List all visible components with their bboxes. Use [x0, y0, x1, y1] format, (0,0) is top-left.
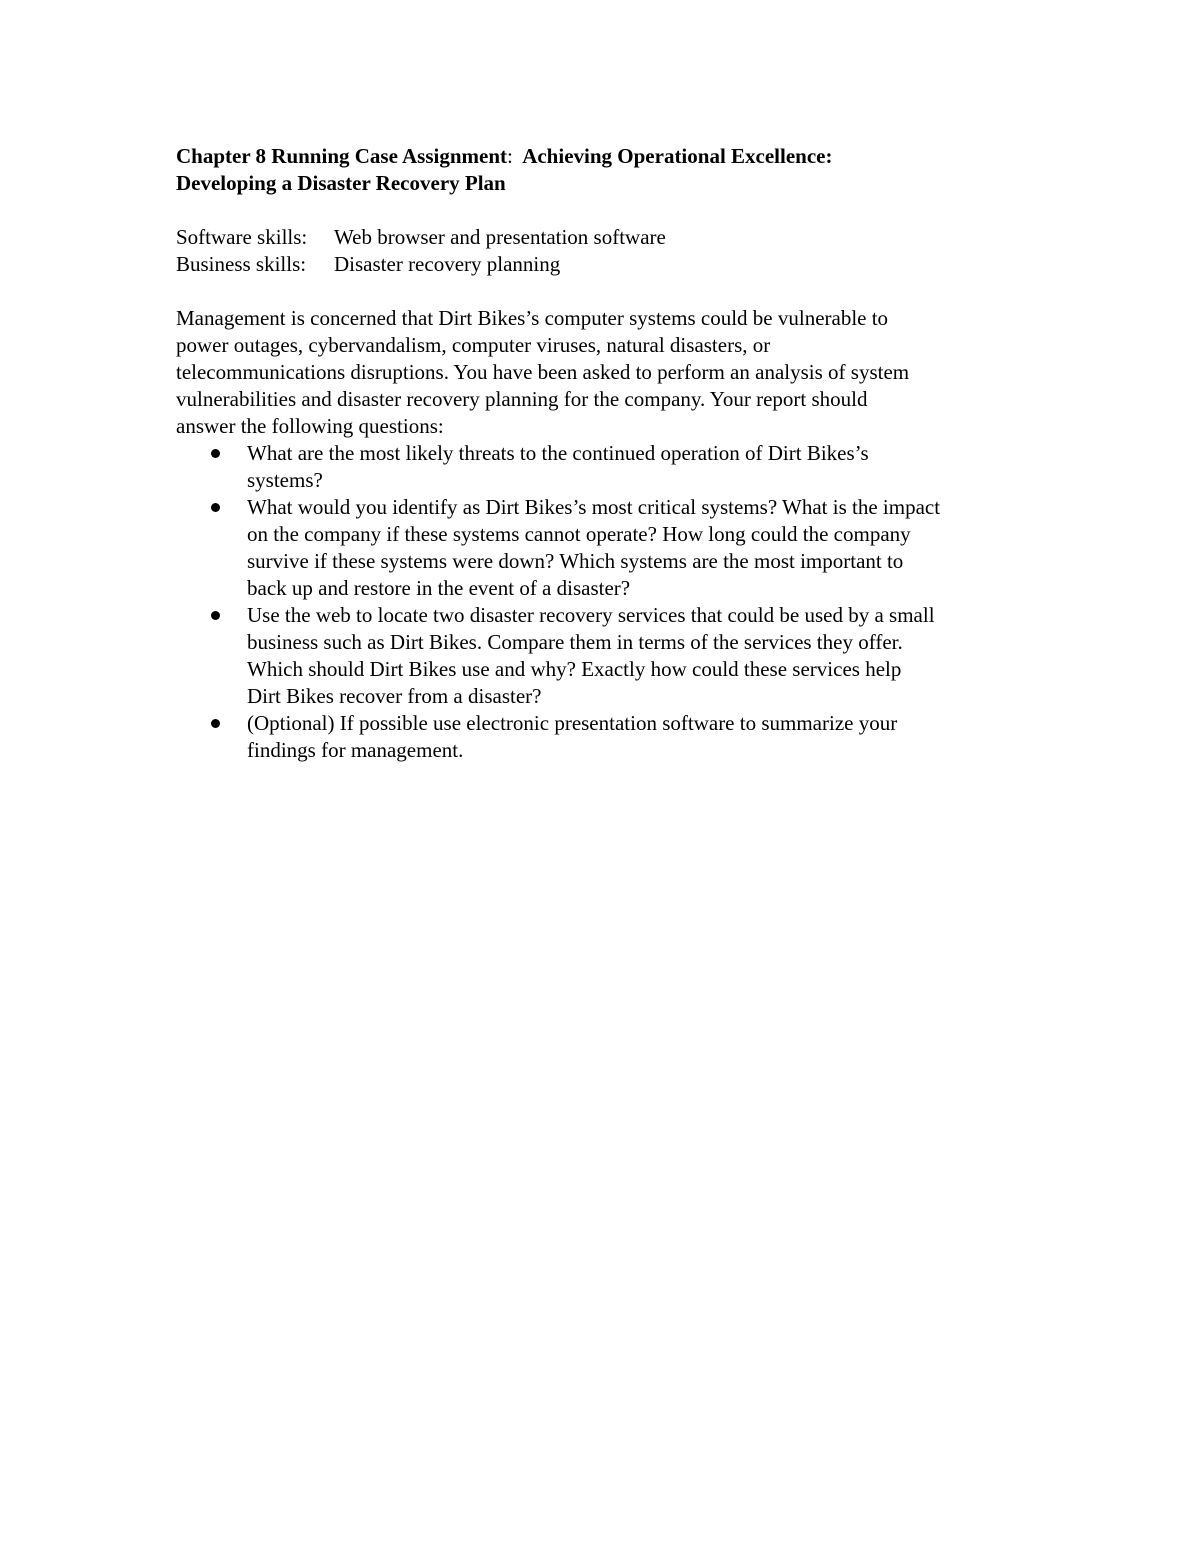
list-item [176, 494, 1056, 602]
paragraph-line: answer the following questions: [176, 414, 444, 438]
list-item-line: Dirt Bikes recover from a disaster? [247, 684, 542, 708]
question-list [176, 440, 1056, 764]
bullet-icon [211, 719, 220, 728]
title-part-1: Chapter 8 Running Case Assignment [176, 144, 508, 168]
list-item-line: Use the web to locate two disaster recovery services that could be used by a small [247, 603, 935, 627]
spacer [176, 278, 1056, 305]
skills-row-business [176, 251, 1056, 278]
list-item-line: back up and restore in the event of a disaster? [247, 576, 631, 600]
skills-value: Web browser and presentation software [334, 225, 666, 249]
list-item-line: systems? [247, 468, 323, 492]
title-part-2: Achieving Operational Excellence: [512, 144, 833, 168]
list-item-line: (Optional) If possible use electronic presentation software to summarize your [247, 711, 898, 735]
list-item-line: survive if these systems were down? Which systems are the most important to [247, 549, 904, 573]
skills-block [176, 224, 1056, 278]
list-item [176, 602, 1056, 710]
skills-value: Disaster recovery planning [334, 252, 561, 276]
intro-paragraph [176, 305, 1056, 440]
spacer [176, 197, 1056, 224]
skills-row-software [176, 224, 1056, 251]
paragraph-line: Management is concerned that Dirt Bikes’s computer systems could be vulnerable to [176, 306, 889, 330]
paragraph-line: telecommunications disruptions. You have been asked to perform an analysis of system [176, 360, 910, 384]
list-item-line: Which should Dirt Bikes use and why? Exactly how could these services help [247, 657, 902, 681]
bullet-icon [211, 503, 220, 512]
document-title [176, 143, 1056, 197]
title-line-2: Developing a Disaster Recovery Plan [176, 171, 506, 195]
paragraph-line: vulnerabilities and disaster recovery planning for the company. Your report should [176, 387, 868, 411]
list-item-line: business such as Dirt Bikes. Compare them in terms of the services they offer. [247, 630, 903, 654]
list-item-line: on the company if these systems cannot operate? How long could the company [247, 522, 911, 546]
skills-label: Software skills: [176, 225, 308, 249]
title-line-1 [176, 143, 1056, 170]
title-colon: : [507, 144, 513, 168]
list-item [176, 440, 1056, 494]
list-item-line: What are the most likely threats to the continued operation of Dirt Bikes’s [247, 441, 869, 465]
bullet-icon [211, 611, 220, 620]
document-content [176, 143, 1056, 764]
paragraph-line: power outages, cybervandalism, computer viruses, natural disasters, or [176, 333, 771, 357]
list-item [176, 710, 1056, 764]
list-item-line: findings for management. [247, 738, 464, 762]
list-item-line: What would you identify as Dirt Bikes’s most critical systems? What is the impact [247, 495, 941, 519]
bullet-icon [211, 449, 220, 458]
skills-label: Business skills: [176, 252, 307, 276]
